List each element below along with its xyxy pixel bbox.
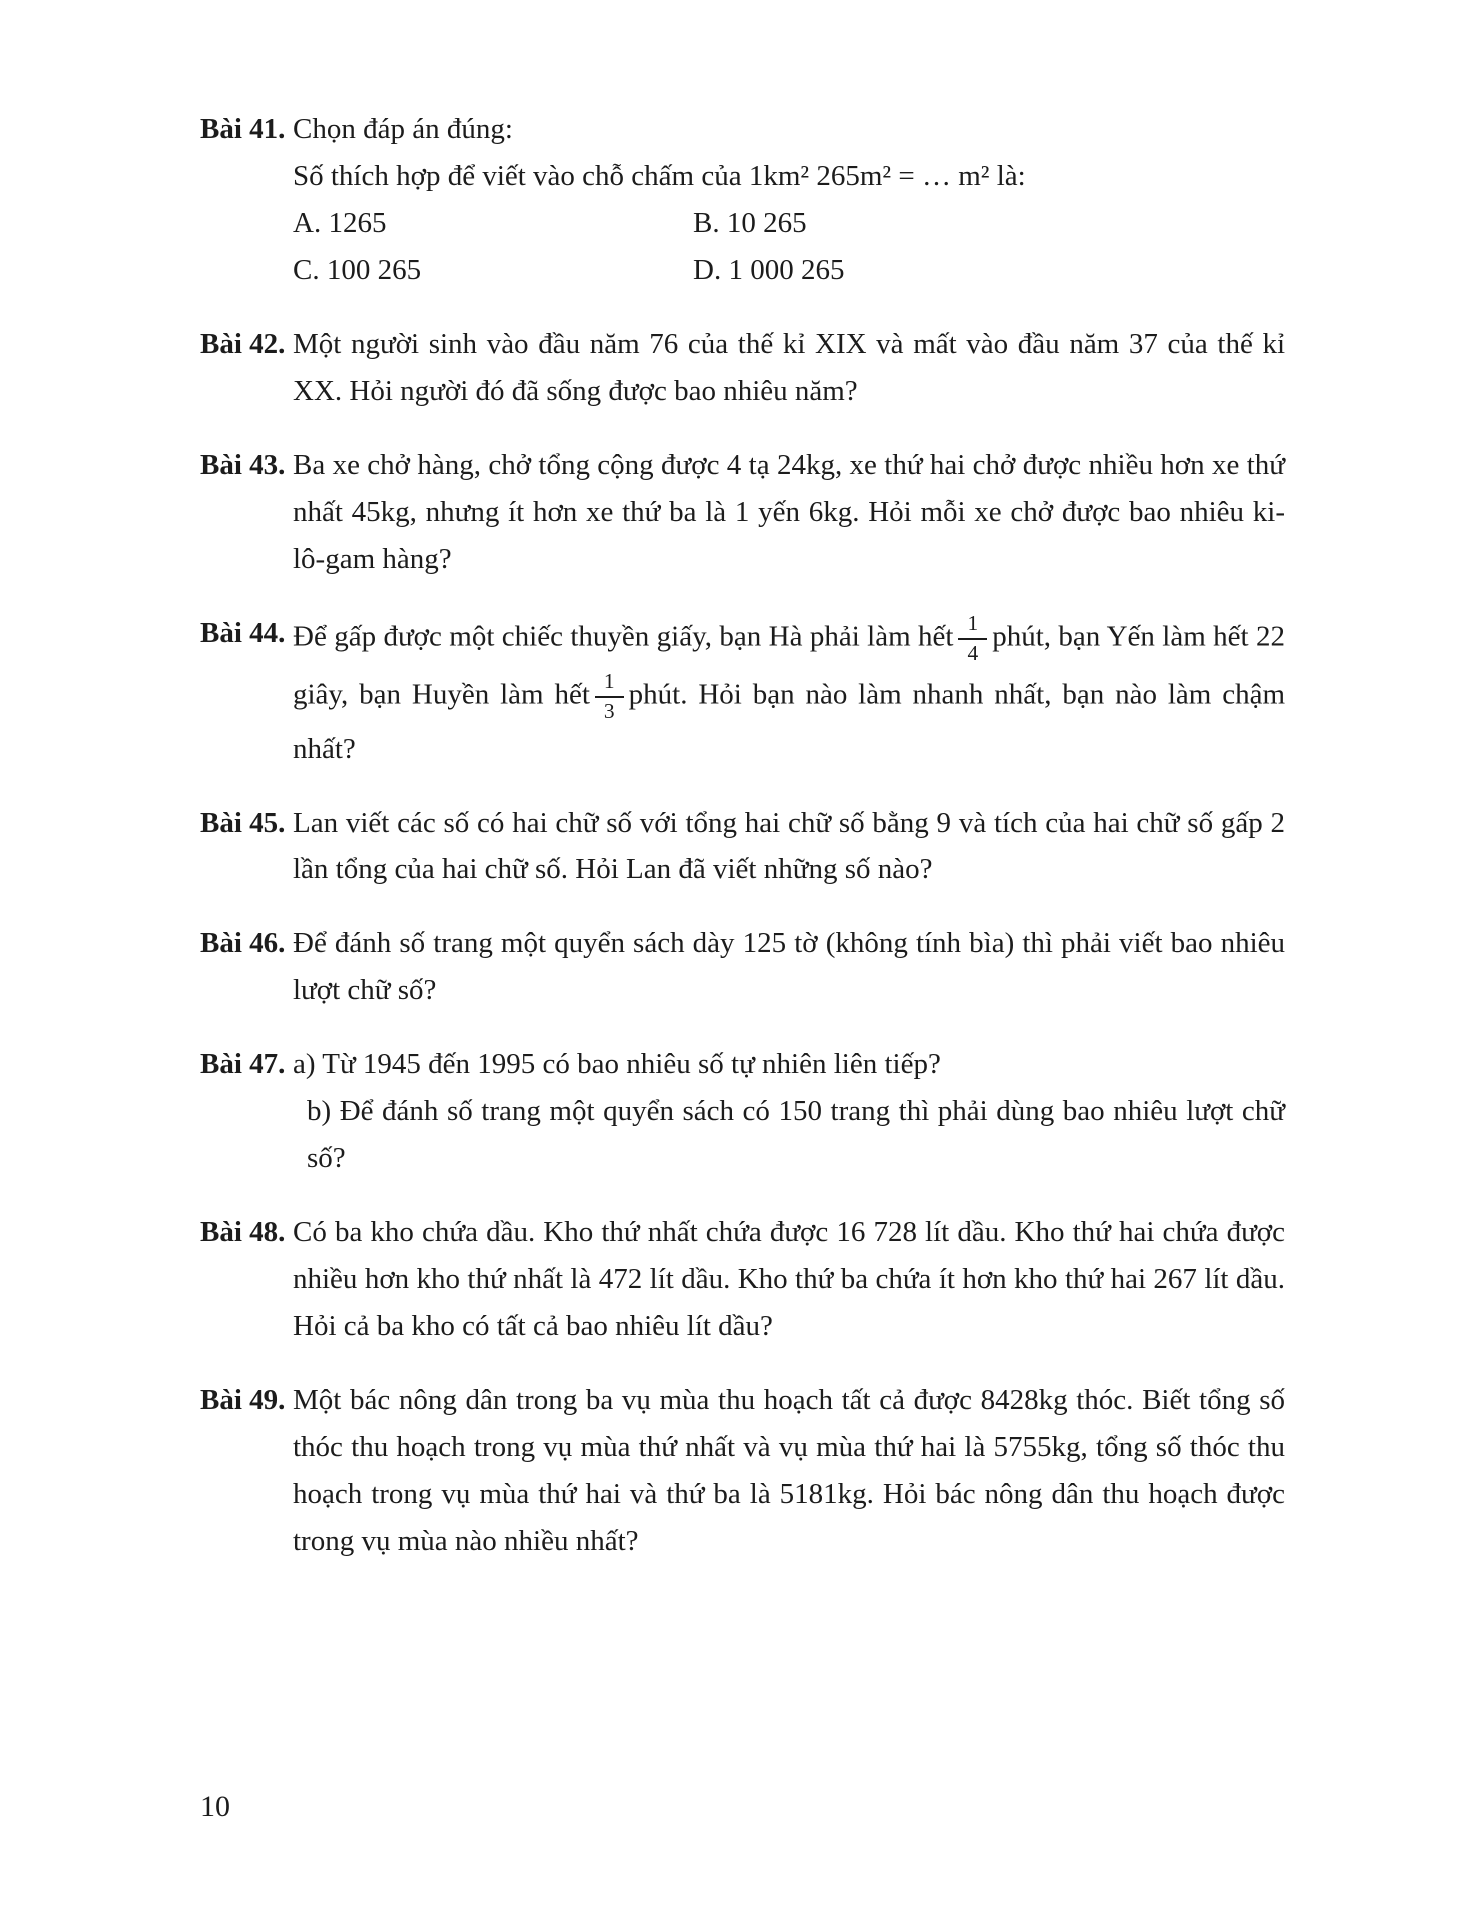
problem-41-label: Bài 41.: [200, 113, 286, 145]
problem-47: [200, 1041, 1285, 1182]
problem-46-label: Bài 46.: [200, 927, 286, 960]
problem-45-label: Bài 45.: [200, 806, 286, 839]
fraction-denominator: 3: [603, 699, 615, 724]
option-a: A. 1265: [293, 206, 387, 239]
problem-44-text: [293, 610, 1285, 773]
fraction-numerator: 1: [595, 668, 624, 698]
problem-47-part-a: a) Từ 1945 đến 1995 có bao nhiêu số tự nhiên liên tiếp?: [293, 1048, 941, 1081]
problem-42-text: Một người sinh vào đầu năm 76 của thế kỉ XIX và mất vào đầu năm 37 của thế kỉ XX. Hỏi người đó đã sống được bao nhiêu năm?: [293, 327, 1285, 407]
problem-46-text: Để đánh số trang một quyển sách dày 125 tờ (không tính bìa) thì phải viết bao nhiêu lượt chữ số?: [293, 927, 1285, 1007]
problem-49-label: Bài 49.: [200, 1384, 286, 1417]
problem-41-options: [293, 200, 1285, 294]
problem-44-text-1: Để gấp được một chiếc thuyền giấy, bạn Hà phải làm hết: [293, 620, 954, 653]
problem-49-text: Một bác nông dân trong ba vụ mùa thu hoạch tất cả được 8428kg thóc. Biết tổng số thóc thu hoạch trong vụ mùa thứ nhất và vụ mùa thứ hai là 5755kg, tổng số thóc thu hoạch trong vụ mùa thứ hai và thứ ba là 5181kg. Hỏi bác nông dân thu hoạch được trong vụ mùa nào nhiều nhất?: [293, 1384, 1285, 1558]
problem-41-question: Số thích hợp để viết vào chỗ chấm của 1km² 265m² = … m² là:: [293, 159, 1026, 192]
problem-46: [200, 920, 1285, 1014]
option-c: C. 100 265: [293, 253, 422, 286]
problem-47-label: Bài 47.: [200, 1048, 286, 1081]
problem-47-part-b: b) Để đánh số trang một quyển sách có 150 trang thì phải dùng bao nhiêu lượt chữ số?: [307, 1095, 1285, 1175]
problem-45-text: Lan viết các số có hai chữ số với tổng hai chữ số bằng 9 và tích của hai chữ số gấp 2 lần tổng của hai chữ số. Hỏi Lan đã viết những số nào?: [293, 806, 1285, 886]
option-b: B. 10 265: [693, 206, 807, 239]
problem-43-text: Ba xe chở hàng, chở tổng cộng được 4 tạ 24kg, xe thứ hai chở được nhiều hơn xe thứ nhất 45kg, nhưng ít hơn xe thứ ba là 1 yến 6kg. Hỏi mỗi xe chở được bao nhiêu ki-lô-gam hàng?: [293, 448, 1285, 575]
problem-42-label: Bài 42.: [200, 327, 286, 360]
problem-44-text-3: phút. Hỏi bạn nào làm nhanh nhất, bạn nào làm chậm nhất?: [293, 678, 1285, 765]
page-number: 10: [200, 1790, 230, 1823]
problem-45: [200, 800, 1285, 894]
problem-43: [200, 442, 1285, 583]
problem-41: [200, 106, 1285, 294]
problem-44-text-2: phút, bạn Yến làm hết 22 giây, bạn Huyền làm hết: [293, 620, 1285, 711]
problem-41-intro: Chọn đáp án đúng:: [293, 113, 513, 145]
problem-44: [200, 610, 1285, 773]
option-d: D. 1 000 265: [693, 253, 845, 286]
fraction-one-fourth: [958, 610, 987, 668]
problem-49: [200, 1377, 1285, 1565]
fraction-denominator: 4: [967, 641, 979, 666]
problem-48: [200, 1209, 1285, 1350]
fraction-numerator: 1: [958, 610, 987, 640]
problem-42: [200, 321, 1285, 415]
problem-48-label: Bài 48.: [200, 1216, 286, 1249]
fraction-one-third: [595, 668, 624, 726]
problem-43-label: Bài 43.: [200, 448, 286, 481]
problem-48-text: Có ba kho chứa dầu. Kho thứ nhất chứa được 16 728 lít dầu. Kho thứ hai chứa được nhiều hơn kho thứ nhất là 472 lít dầu. Kho thứ ba chứa ít hơn kho thứ hai 267 lít dầu. Hỏi cả ba kho có tất cả bao nhiêu lít dầu?: [293, 1216, 1285, 1343]
problem-44-label: Bài 44.: [200, 616, 286, 649]
